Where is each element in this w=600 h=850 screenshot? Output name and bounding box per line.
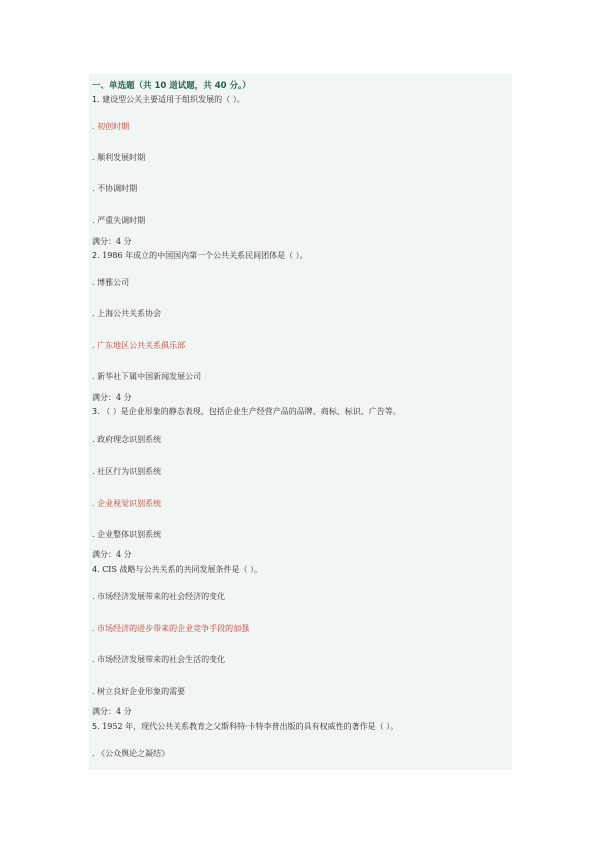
option-q2-a[interactable]: . 博雅公司 [92, 278, 130, 287]
question-text: （ ）是企业形象的静态表现，包括企业生产经营产品的品牌、商标、标识、广告等。 [102, 407, 401, 416]
question-3 [92, 407, 401, 417]
option-q4-d[interactable]: . 树立良好企业形象的需要 [92, 687, 186, 696]
option-q2-d[interactable]: . 新华社下属中国新闻发展公司 [92, 372, 202, 381]
question-number: 3. [92, 407, 100, 416]
option-q3-b[interactable]: . 社区行为识别系统 [92, 467, 162, 476]
score-q2: 满分：4 分 [92, 393, 132, 402]
quiz-sheet [89, 74, 512, 770]
option-q3-c[interactable]: . 企业视觉识别系统 [92, 499, 162, 508]
question-number: 1. [92, 95, 100, 104]
question-2 [92, 251, 308, 261]
question-number: 4. [92, 565, 100, 574]
option-q1-b[interactable]: . 顺利发展时期 [92, 153, 146, 162]
option-q3-a[interactable]: . 政府理念识别系统 [92, 435, 162, 444]
option-q1-a[interactable]: . 初创时期 [92, 122, 130, 131]
question-5 [92, 722, 398, 732]
option-q5-a[interactable]: . 《公众舆论之凝结》 [92, 749, 170, 758]
option-q2-c[interactable]: . 广东地区公共关系俱乐部 [92, 341, 186, 350]
question-text: 1986 年成立的中国国内第一个公共关系民间团体是（ ）。 [102, 251, 308, 260]
option-q3-d[interactable]: . 企业整体识别系统 [92, 530, 162, 539]
question-number: 2. [92, 251, 100, 260]
option-q4-a[interactable]: . 市场经济发展带来的社会经济的变化 [92, 592, 226, 601]
question-number: 5. [92, 722, 100, 731]
question-text: 1952 年，现代公共关系教育之父斯科特·卡特李普出版的具有权威性的著作是（ ）。 [102, 722, 399, 731]
question-1 [92, 95, 245, 105]
score-q3: 满分：4 分 [92, 550, 132, 559]
question-text: 建设型公关主要适用于组织发展的（ ）。 [102, 95, 245, 104]
question-text: CIS 战略与公共关系的共同发展条件是（ ）。 [102, 565, 263, 574]
option-q1-c[interactable]: . 不协调时期 [92, 184, 138, 193]
score-q4: 满分：4 分 [92, 707, 132, 716]
question-4 [92, 565, 262, 575]
option-q4-c[interactable]: . 市场经济发展带来的社会生活的变化 [92, 655, 226, 664]
option-q1-d[interactable]: . 严重失调时期 [92, 216, 146, 225]
section-title: 一、单选题（共 10 道试题，共 40 分。） [92, 81, 251, 91]
score-q1: 满分：4 分 [92, 237, 132, 246]
option-q4-b[interactable]: . 市场经济的进步带来的企业竞争手段的加强 [92, 624, 250, 633]
option-q2-b[interactable]: . 上海公共关系协会 [92, 309, 162, 318]
